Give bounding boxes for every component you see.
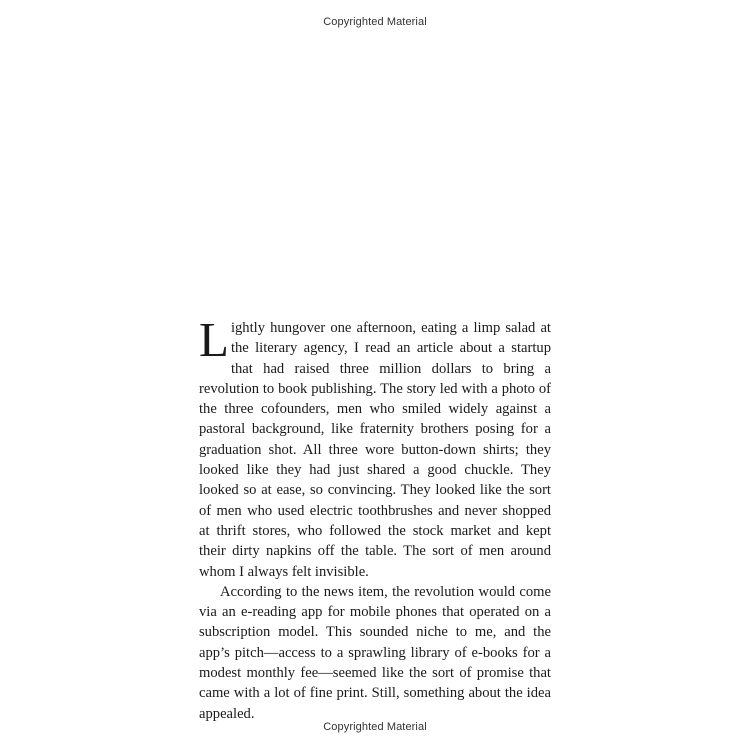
- paragraph-1: [199, 312, 551, 582]
- paragraph-1-text: ightly hungover one afternoon, eating a limp salad at the literary agency, I read an article about a startup that had raised three million dollars to bring a revolution to book publishing. The story led with a photo of the three cofounders, men who smiled widely against a pastoral background, like fraternity brothers posing for a graduation shot. All three wore button-down shirts; they looked like they had just shared a good chuckle. They looked so at ease, so convincing. They looked like the sort of men who used electric toothbrushes and never shopped at thrift stores, who followed the stock market and kept their dirty napkins off the table. The sort of men around whom I always felt invisible.: [199, 320, 551, 580]
- drop-cap: L: [199, 312, 229, 367]
- copyright-watermark-top: Copyrighted Material: [323, 16, 427, 28]
- copyright-watermark-bottom: Copyrighted Material: [323, 721, 427, 733]
- body-text: [199, 312, 551, 724]
- paragraph-2: [199, 582, 551, 724]
- paragraph-2-text: According to the news item, the revolution would come via an e-reading app for mobile phones that operated on a subscription model. This sounded niche to me, and the app’s pitch—access to a sprawling library of e-books for a modest monthly fee—seemed like the sort of promise that came with a lot of fine print. Still, something about the idea appealed.: [199, 583, 551, 722]
